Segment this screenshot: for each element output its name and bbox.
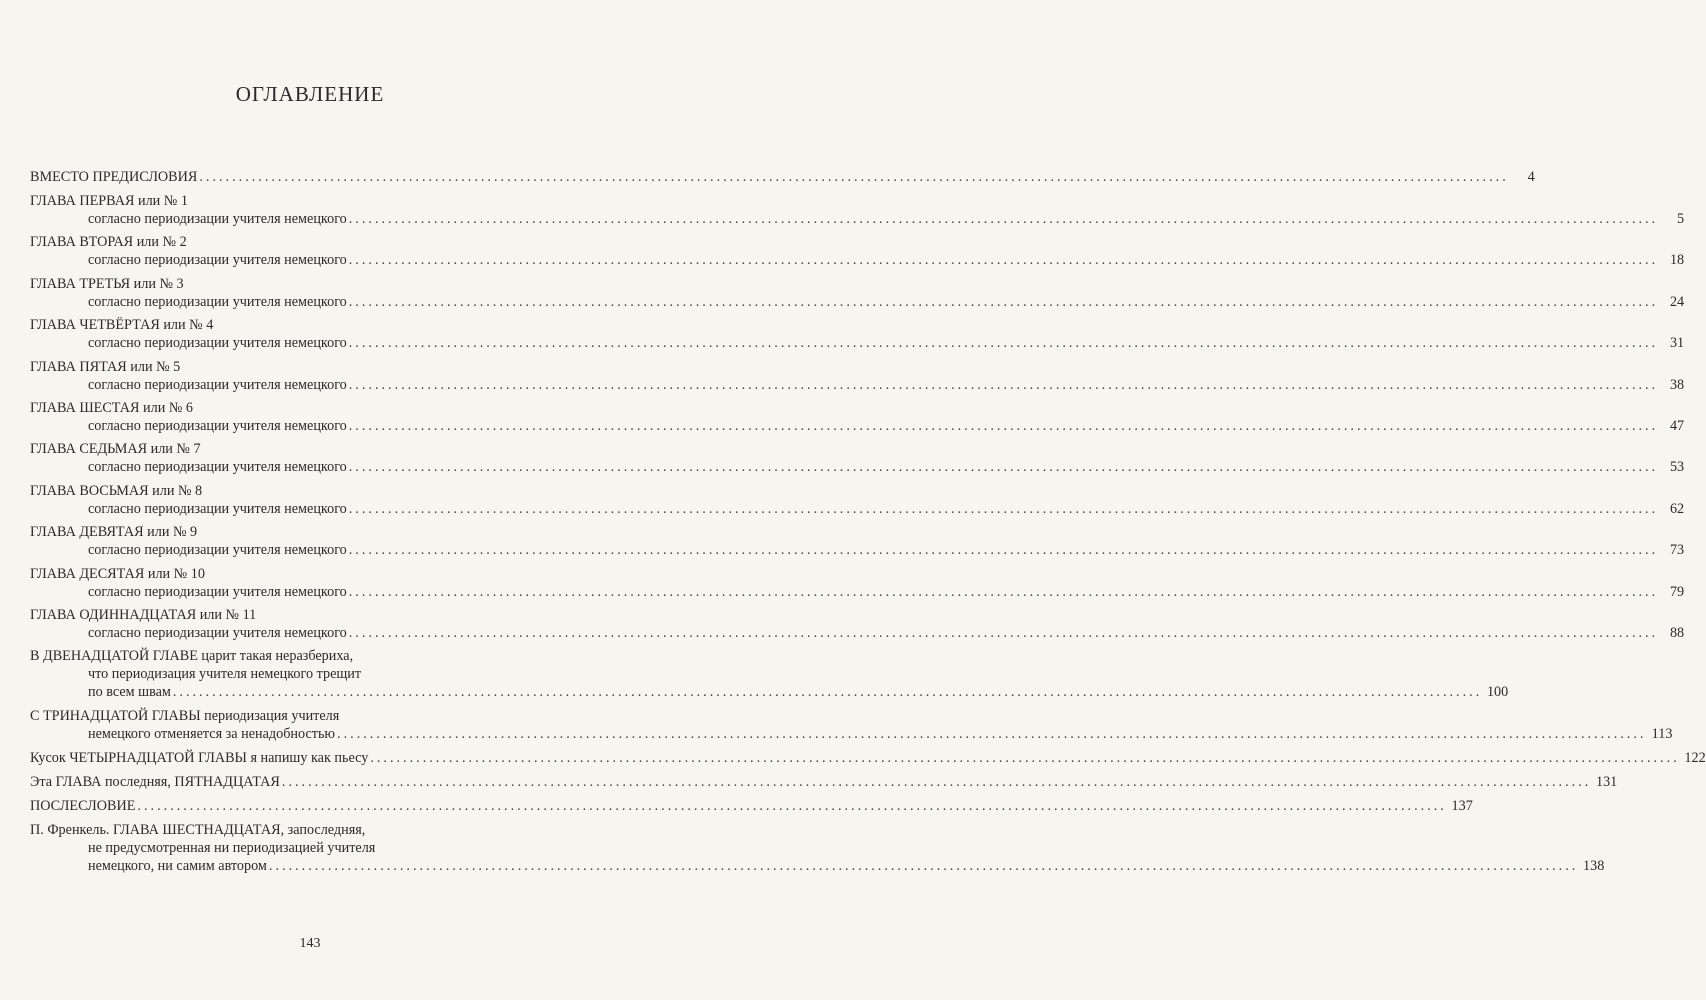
page-title: ОГЛАВЛЕНИЕ [235,82,385,106]
toc-entry-line [30,857,1605,875]
toc-entry [30,773,1618,791]
toc-entry-line [30,440,586,458]
toc-entry-text: не предусмотренная ни периодизацией учителя [88,840,376,857]
dot-leader: ........................................................................................................................................................................................................ [348,376,1659,393]
toc-page-number: 79 [1669,583,1685,600]
toc-entry [30,565,1685,601]
toc-entry-text: согласно периодизации учителя немецкого [88,459,347,476]
toc-entry-line [30,839,586,857]
toc-page-number: 4 [1527,169,1535,185]
toc-entry [30,482,1685,518]
toc-entry-line [30,334,1685,352]
toc-page-number: 53 [1669,459,1685,476]
dot-leader: ........................................................................................................................................................................................................ [172,684,1483,701]
toc-page-number: 122 [1684,750,1706,767]
toc-entry-line [30,683,1509,701]
toc-page-number: 31 [1669,335,1685,352]
toc-entry-text: согласно периодизации учителя немецкого [88,252,347,269]
toc-entry-text: В ДВЕНАДЦАТОЙ ГЛАВЕ царит такая неразбериха, [30,648,354,665]
toc-entry-text: ГЛАВА ОДИННАДЦАТАЯ или № 11 [30,606,257,623]
dot-leader: ........................................................................................................................................................................................................ [337,726,1647,743]
toc-entry-line [30,458,1685,476]
toc-entry-text: ВМЕСТО ПРЕДИСЛОВИЯ [30,169,198,185]
toc-entry-text: согласно периодизации учителя немецкого [88,211,347,227]
dot-leader: ........................................................................................................................................................................................................ [348,583,1659,600]
toc-entry-text: согласно периодизации учителя немецкого [88,542,347,559]
toc-entry [30,168,1535,186]
toc-entry-text: П. Френкель. ГЛАВА ШЕСТНАДЦАТАЯ, запоследняя, [30,822,366,839]
dot-leader: ........................................................................................................................................................................................................ [348,542,1659,559]
toc-entry-text: что периодизация учителя немецкого трещит [88,666,362,683]
toc-page-number: 38 [1669,376,1685,393]
dot-leader: ........................................................................................................................................................................................................ [348,417,1659,434]
toc-page-number: 47 [1669,417,1685,434]
toc-entry [30,358,1685,394]
toc-entry [30,399,1685,435]
toc-entry-line [30,565,586,583]
table-of-contents [30,168,1706,881]
toc-entry-text: согласно периодизации учителя немецкого [88,293,347,310]
toc-entry-text: по всем швам [88,684,171,701]
toc-entry-line [30,168,1535,186]
dot-leader: ........................................................................................................................................................................................................ [348,500,1659,517]
toc-entry-line [30,541,1685,559]
dot-leader: ........................................................................................................................................................................................................ [348,624,1659,641]
toc-entry-text: немецкого отменяется за ненадобностью [88,726,336,743]
toc-entry [30,316,1685,352]
toc-entry-line [30,821,586,839]
toc-page-number: 138 [1583,858,1605,875]
toc-entry [30,523,1685,559]
toc-entry-text: согласно периодизации учителя немецкого [88,417,347,434]
toc-entry-line [30,749,1706,767]
toc-entry-line [30,293,1685,311]
toc-page-number: 100 [1486,684,1509,701]
toc-entry-line [30,316,586,334]
dot-leader: ........................................................................................................................................................................................................ [268,858,1579,875]
toc-entry [30,749,1706,767]
toc-entry [30,821,1605,875]
toc-entry-line [30,376,1685,394]
dot-leader: ........................................................................................................................................................................................................ [137,798,1447,815]
toc-entry-line [30,665,586,683]
toc-entry [30,707,1673,743]
toc-entry [30,233,1685,269]
toc-entry-line [30,275,586,293]
toc-entry-line [30,773,1618,791]
dot-leader: ........................................................................................................................................................................................................ [348,335,1659,352]
toc-entry-line [30,482,586,500]
toc-entry-text: ГЛАВА ВТОРАЯ или № 2 [30,234,187,251]
toc-page-number: 62 [1669,500,1685,517]
toc-entry-text: немецкого, ни самим автором [88,858,267,875]
toc-entry-line [30,624,1685,642]
dot-leader: ........................................................................................................................................................................................................ [348,252,1659,269]
toc-entry-line [30,192,586,210]
toc-entry-text: ПОСЛЕСЛОВИЕ [30,798,136,815]
toc-page-number: 88 [1669,624,1685,641]
toc-entry-text: Эта ГЛАВА последняя, ПЯТНАДЦАТАЯ [30,774,280,791]
toc-entry-line [30,606,586,624]
toc-page-number: 137 [1451,798,1473,815]
toc-entry-text: ГЛАВА ВОСЬМАЯ или № 8 [30,482,203,499]
toc-entry-line [30,523,586,541]
dot-leader: ........................................................................................................................................................................................................ [199,169,1509,185]
toc-entry-line [30,417,1685,435]
toc-entry-text: ГЛАВА ШЕСТАЯ или № 6 [30,399,194,416]
dot-leader: ........................................................................................................................................................................................................ [370,750,1680,767]
toc-entry-text: ГЛАВА ПЕРВАЯ или № 1 [30,193,188,209]
toc-entry [30,647,1509,701]
toc-entry-text: согласно периодизации учителя немецкого [88,376,347,393]
toc-entry-line [30,797,1473,815]
toc-entry [30,275,1685,311]
dot-leader: ........................................................................................................................................................................................................ [348,459,1659,476]
toc-entry-text: ГЛАВА ДЕВЯТАЯ или № 9 [30,524,198,541]
toc-entry-text: ГЛАВА СЕДЬМАЯ или № 7 [30,441,201,458]
dot-leader: ........................................................................................................................................................................................................ [348,211,1659,227]
toc-entry-line [30,358,586,376]
toc-entry-text: ГЛАВА ТРЕТЬЯ или № 3 [30,275,184,292]
toc-page-number: 131 [1595,774,1618,791]
toc-entry-line [30,725,1673,743]
dot-leader: ........................................................................................................................................................................................................ [281,774,1592,791]
toc-entry-line [30,233,586,251]
toc-entry-line [30,500,1685,518]
toc-entry-line [30,583,1685,601]
dot-leader: ........................................................................................................................................................................................................ [348,293,1659,310]
toc-entry-text: ГЛАВА ПЯТАЯ или № 5 [30,358,181,375]
toc-page-number: 113 [1651,726,1673,743]
toc-entry-line [30,707,586,725]
toc-entry-line [30,647,586,665]
toc-entry [30,606,1685,642]
toc-page-number: 5 [1677,211,1685,227]
toc-entry-text: ГЛАВА ДЕСЯТАЯ или № 10 [30,565,205,582]
page-number: 143 [299,936,321,951]
toc-entry-line [30,399,586,417]
toc-entry-text: ГЛАВА ЧЕТВЁРТАЯ или № 4 [30,317,214,334]
toc-entry-text: согласно периодизации учителя немецкого [88,624,347,641]
toc-entry [30,797,1473,815]
toc-entry-text: согласно периодизации учителя немецкого [88,335,347,352]
toc-entry [30,192,1685,228]
toc-entry [30,440,1685,476]
toc-page-number: 73 [1669,542,1685,559]
toc-page-number: 24 [1669,293,1685,310]
toc-entry-line [30,251,1685,269]
toc-entry-text: С ТРИНАДЦАТОЙ ГЛАВЫ периодизация учителя [30,708,340,725]
toc-page-number: 18 [1669,252,1685,269]
toc-entry-text: Кусок ЧЕТЫРНАДЦАТОЙ ГЛАВЫ я напишу как пьесу [30,750,369,767]
toc-entry-text: согласно периодизации учителя немецкого [88,583,347,600]
toc-entry-line [30,210,1685,228]
toc-entry-text: согласно периодизации учителя немецкого [88,500,347,517]
